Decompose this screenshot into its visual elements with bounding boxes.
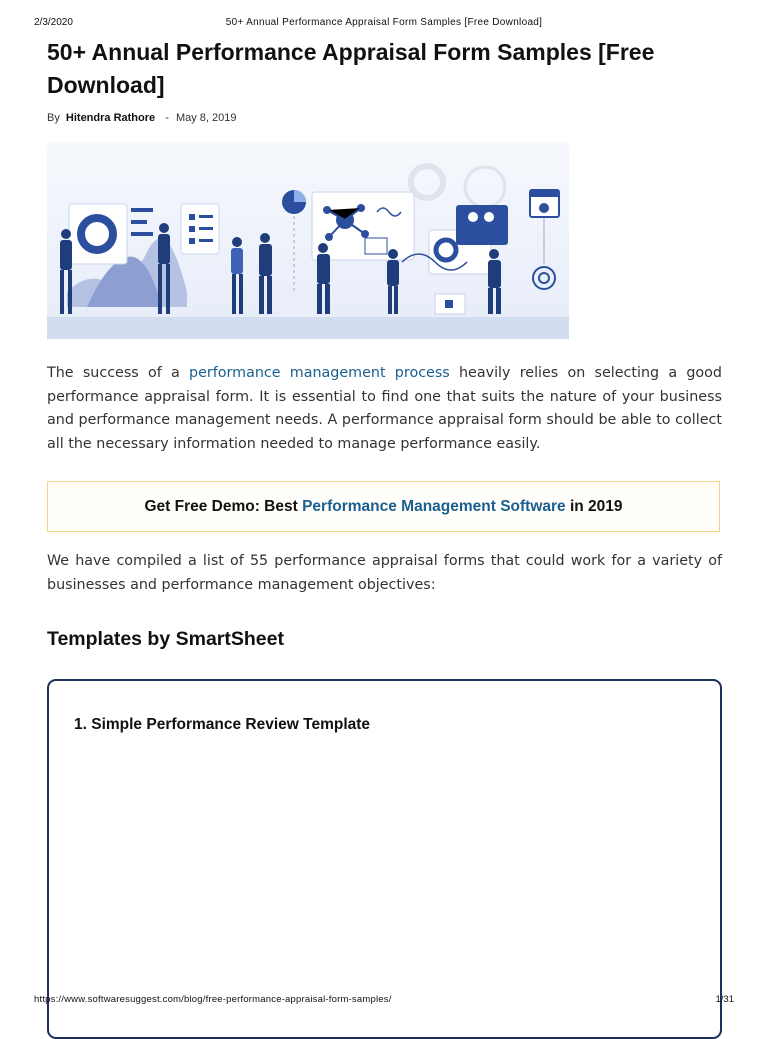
demo-text-before: Get Free Demo: Best — [144, 498, 303, 515]
byline — [47, 112, 237, 124]
author-link[interactable]: Hitendra Rathore — [65, 112, 156, 124]
intro-text-before: The success of a — [47, 365, 189, 381]
print-doc-title: 50+ Annual Performance Appraisal Form Samples [Free Download] — [225, 17, 543, 28]
byline-separator: - — [165, 112, 169, 124]
print-url: https://www.softwaresuggest.com/blog/free-performance-appraisal-form-samples/ — [34, 994, 392, 1005]
article-title: 50+ Annual Performance Appraisal Form Samples [Free Download] — [47, 39, 655, 98]
hero-illustration — [47, 142, 569, 339]
intro-paragraph — [47, 362, 722, 456]
performance-management-link[interactable]: performance management process — [189, 365, 450, 381]
free-demo-banner — [47, 481, 720, 532]
publish-date: May 8, 2019 — [175, 112, 237, 124]
demo-text-after: in 2019 — [565, 498, 623, 515]
intro-text-after: heavily relies on selecting a good performance appraisal form. It is essential to find one that suits the nature of your business and performance management needs. A performance appraisal form should be able to collect all the necessary information needed to manage performance easily. — [47, 365, 722, 452]
section-title: Templates by SmartSheet — [47, 628, 284, 650]
print-date: 2/3/2020 — [34, 17, 73, 28]
performance-software-link[interactable]: Performance Management Software — [302, 498, 566, 515]
page-number: 1/31 — [715, 994, 734, 1005]
template-card — [47, 679, 722, 1039]
template-title: 1. Simple Performance Review Template — [74, 716, 371, 733]
compiled-paragraph: We have compiled a list of 55 performance appraisal forms that could work for a variety of businesses and performance management objectives: — [47, 553, 722, 593]
byline-prefix: By — [47, 112, 60, 124]
print-header — [0, 17, 768, 31]
